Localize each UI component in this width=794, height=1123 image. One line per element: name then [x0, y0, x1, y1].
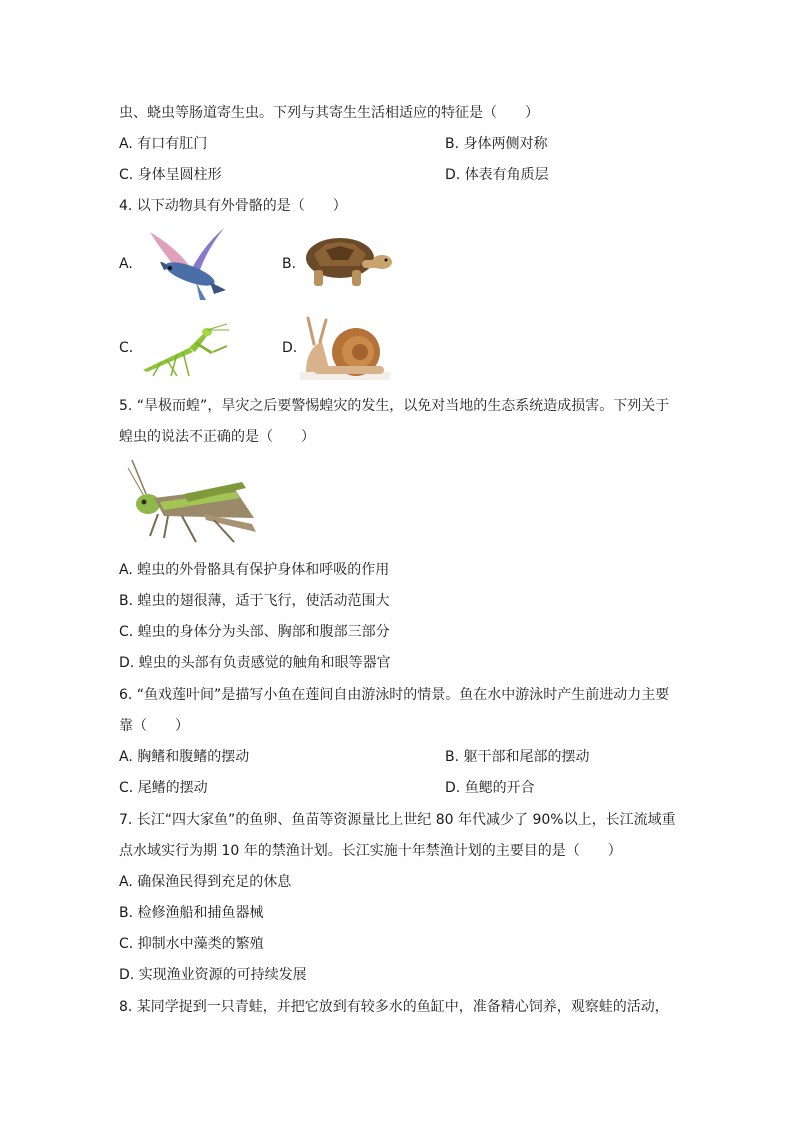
tortoise-image — [300, 234, 395, 292]
q7-option-d: D. 实现渔业资源的可持续发展 — [119, 967, 307, 983]
q5-option-c: C. 蝗虫的身体分为头部、胸部和腹部三部分 — [119, 624, 390, 640]
mantis-image — [137, 322, 237, 378]
q4-option-b-label: B. — [282, 256, 297, 272]
q8-stem-line1: 8. 某同学捉到一只青蛙，并把它放到有较多水的鱼缸中，准备精心饲养，观察蛙的活动， — [119, 999, 669, 1015]
q5-option-b: B. 蝗虫的翅很薄，适于飞行，使活动范围大 — [119, 593, 390, 609]
q3-option-b: B. 身体两侧对称 — [445, 136, 548, 152]
q7-stem-line2: 点水域实行为期 10 年的禁渔计划。长江实施十年禁渔计划的主要目的是（ ） — [119, 843, 622, 859]
q5-stem-line1: 5. “旱极而蝗”，旱灾之后要警惕蝗灾的发生，以免对当地的生态系统造成损害。下列关于 — [119, 398, 670, 414]
q4-stem: 4. 以下动物具有外骨骼的是（ ） — [119, 198, 347, 214]
snail-image — [300, 314, 390, 380]
q6-stem-line1: 6. “鱼戏莲叶间”是描写小鱼在莲间自由游泳时的情景。鱼在水中游泳时产生前进动力主要 — [119, 687, 670, 703]
q7-option-b: B. 检修渔船和捕鱼器械 — [119, 905, 264, 921]
q3-option-d: D. 体表有角质层 — [445, 167, 549, 183]
q3-stem: 虫、蛲虫等肠道寄生虫。下列与其寄生生活相适应的特征是（ ） — [119, 105, 539, 121]
q6-option-c: C. 尾鳍的摆动 — [119, 780, 208, 796]
q4-option-a-label: A. — [119, 256, 133, 272]
q7-option-a: A. 确保渔民得到充足的休息 — [119, 874, 292, 890]
q3-option-a: A. 有口有肛门 — [119, 136, 208, 152]
flying-fish-image — [140, 224, 230, 302]
q7-option-c: C. 抑制水中藻类的繁殖 — [119, 936, 264, 952]
grasshopper-image — [124, 458, 262, 544]
q5-option-d: D. 蝗虫的头部有负责感觉的触角和眼等器官 — [119, 655, 391, 671]
q6-stem-line2: 靠（ ） — [119, 718, 189, 734]
q4-option-d-label: D. — [282, 340, 298, 356]
q6-option-d: D. 鱼鳃的开合 — [445, 780, 535, 796]
q7-stem-line1: 7. 长江“四大家鱼”的鱼卵、鱼苗等资源量比上世纪 80 年代减少了 90%以上，长江流域重 — [119, 812, 676, 828]
q5-stem-line2: 蝗虫的说法不正确的是（ ） — [119, 429, 315, 445]
q4-option-c-label: C. — [119, 340, 134, 356]
q5-option-a: A. 蝗虫的外骨骼具有保护身体和呼吸的作用 — [119, 562, 390, 578]
q3-option-c: C. 身体呈圆柱形 — [119, 167, 222, 183]
q6-option-a: A. 胸鳍和腹鳍的摆动 — [119, 749, 250, 765]
q6-option-b: B. 躯干部和尾部的摆动 — [445, 749, 590, 765]
